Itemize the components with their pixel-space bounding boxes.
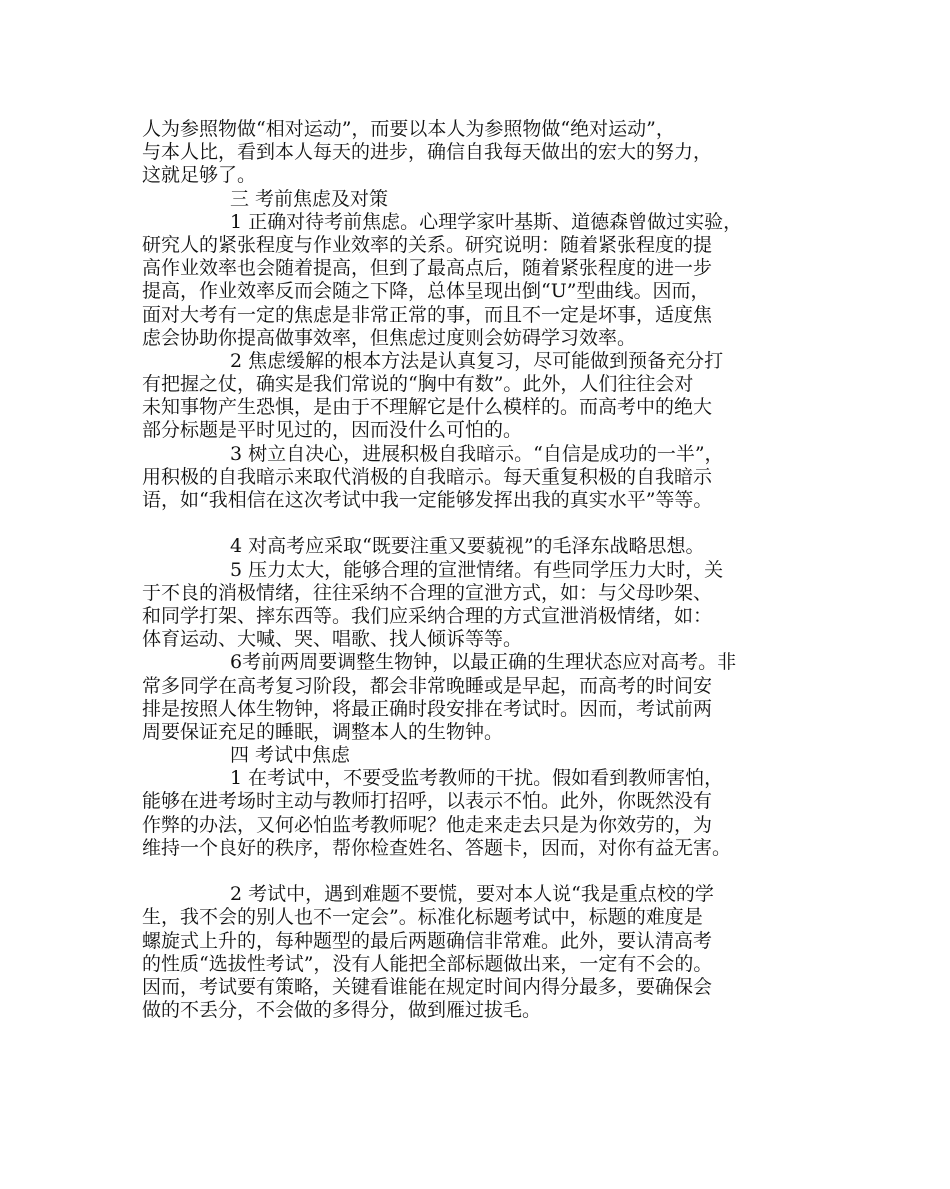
blank-line xyxy=(142,512,818,535)
text-line: 的性质“选拔性考试”，没有人能把全部标题做出来，一定有不会的。 xyxy=(142,952,713,975)
text-line: 周要保证充足的睡眠，调整本人的生物钟。 xyxy=(142,720,504,743)
paragraph-start-line: 5 压力太大，能够合理的宣泄情绪。有些同学压力大时，关 xyxy=(230,558,724,581)
text-line: 高作业效率也会随着提高，但到了最高点后，随着紧张程度的进一步 xyxy=(142,257,713,280)
text-line: 研究人的紧张程度与作业效率的关系。研究说明：随着紧张程度的提 xyxy=(142,233,713,256)
paragraph-start-line: 1 在考试中，不要受监考教师的干扰。假如看到教师害怕， xyxy=(230,767,724,790)
text-line: 用积极的自我暗示来取代消极的自我暗示。每天重复积极的自我暗示 xyxy=(142,465,713,488)
paragraph-start-line: 1 正确对待考前焦虑。心理学家叶基斯、道德森曾做过实验， xyxy=(230,210,743,233)
paragraph-start-line: 四 考试中焦虑 xyxy=(230,744,351,767)
paragraph-start-line: 三 考前焦虑及对策 xyxy=(230,187,389,210)
document-body xyxy=(142,118,818,1022)
text-line: 人为参照物做“相对运动”，而要以本人为参照物做“绝对运动”， xyxy=(142,118,675,140)
text-line: 与本人比，看到本人每天的进步，确信自我每天做出的宏大的努力， xyxy=(142,141,713,164)
text-line: 面对大考有一定的焦虑是非常正常的事，而且不一定是坏事，适度焦 xyxy=(142,303,713,326)
text-line: 作弊的办法，又何必怕监考教师呢？他走来走去只是为你效劳的，为 xyxy=(142,813,713,836)
paragraph-start-line: 3 树立自决心，进展积极自我暗示。“自信是成功的一半”， xyxy=(230,442,724,465)
text-line: 提高，作业效率反而会随之下降，总体呈现出倒“U”型曲线。因而， xyxy=(142,280,710,303)
paragraph-start-line: 4 对高考应采取“既要注重又要藐视”的毛泽东战略思想。 xyxy=(230,535,705,558)
text-line: 因而，考试要有策略，关键看谁能在规定时间内得分最多，要确保会 xyxy=(142,975,713,998)
text-line: 和同学打架、摔东西等。我们应采纳合理的方式宣泄消极情绪，如： xyxy=(142,604,713,627)
text-line: 未知事物产生恐惧，是由于不理解它是什么模样的。而高考中的绝大 xyxy=(142,396,713,419)
paragraph-start-line: 2 焦虑缓解的根本方法是认真复习，尽可能做到预备充分打 xyxy=(230,349,724,372)
paragraph-start-line: 2 考试中，遇到难题不要慌，要对本人说“我是重点校的学 xyxy=(230,883,714,906)
text-line: 排是按照人体生物钟，将最正确时段安排在考试时。因而，考试前两 xyxy=(142,697,713,720)
text-line: 常多同学在高考复习阶段，都会非常晚睡或是早起，而高考的时间安 xyxy=(142,674,713,697)
text-line: 有把握之仗，确实是我们常说的“胸中有数”。此外，人们往往会对 xyxy=(142,373,694,396)
text-line: 生，我不会的别人也不一定会”。标准化标题考试中，标题的难度是 xyxy=(142,906,703,929)
text-line: 能够在进考场时主动与教师打招呼，以表示不怕。此外，你既然没有 xyxy=(142,790,713,813)
text-line: 于不良的消极情绪，往往采纳不合理的宣泄方式，如：与父母吵架、 xyxy=(142,581,713,604)
text-line: 体育运动、大喊、哭、唱歌、找人倾诉等等。 xyxy=(142,628,523,651)
text-line: 部分标题是平时见过的，因而没什么可怕的。 xyxy=(142,419,523,442)
text-line: 语，如“我相信在这次考试中我一定能够发挥出我的真实水平”等等。 xyxy=(142,489,713,511)
text-line: 维持一个良好的秩序，帮你检查姓名、答题卡，因而，对你有益无害。 xyxy=(142,836,732,859)
text-line: 虑会协助你提高做事效率，但焦虑过度则会妨碍学习效率。 xyxy=(142,326,637,349)
paragraph-start-line: 6考前两周要调整生物钟，以最正确的生理状态应对高考。非 xyxy=(230,651,737,674)
blank-line xyxy=(142,860,818,883)
text-line: 螺旋式上升的，每种题型的最后两题确信非常难。此外，要认清高考 xyxy=(142,929,713,952)
text-line: 这就足够了。 xyxy=(142,164,257,187)
text-line: 做的不丢分，不会做的多得分，做到雁过拔毛。 xyxy=(142,999,542,1022)
